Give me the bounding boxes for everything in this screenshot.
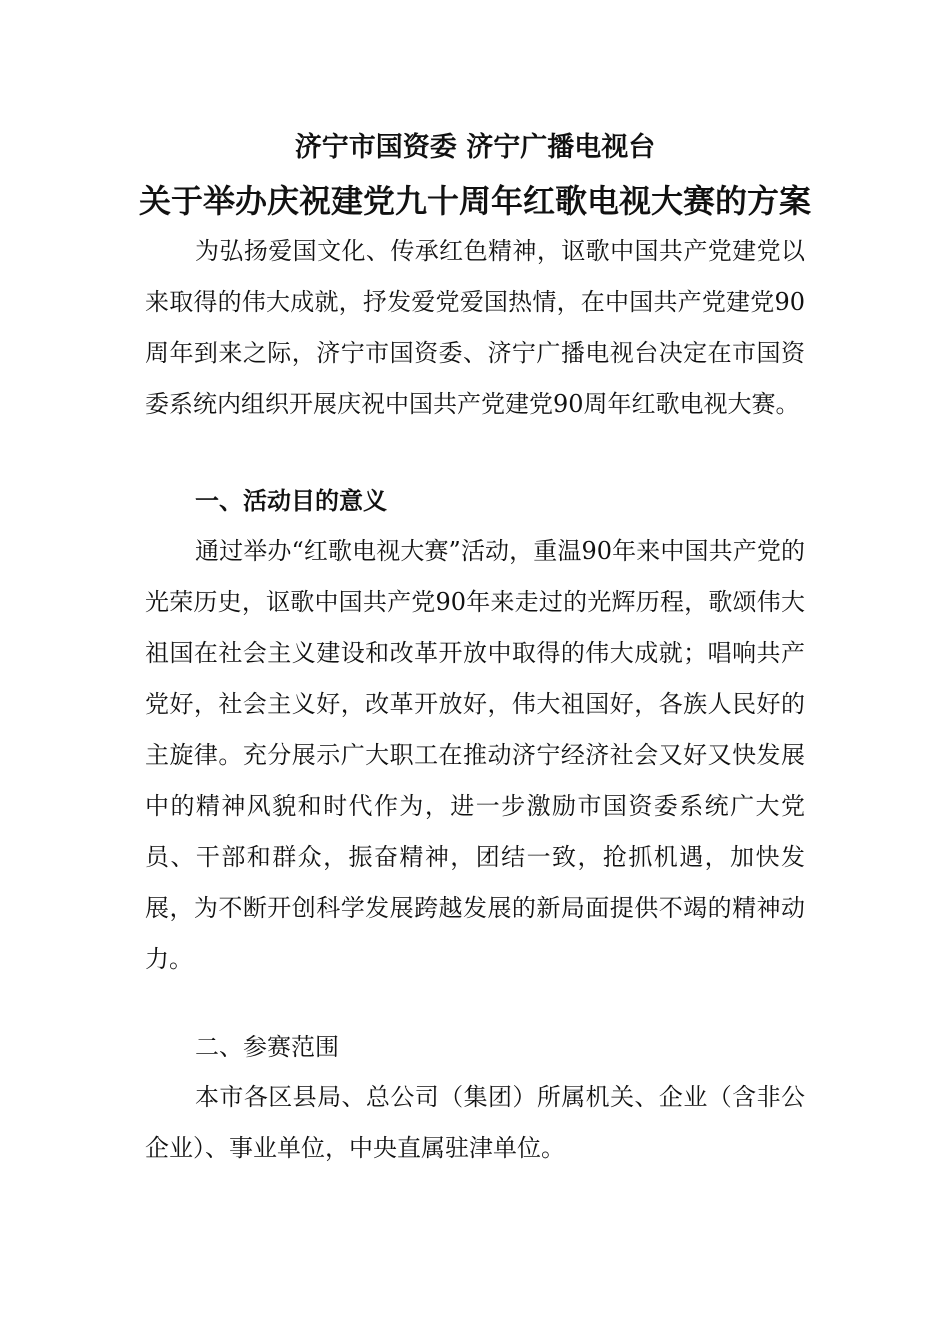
section1-heading: 一、活动目的意义 — [195, 486, 387, 515]
section2-heading: 二、参赛范围 — [195, 1033, 339, 1061]
section1-paragraph: 通过举办“红歌电视大赛”活动，重温90年来中国共产党的光荣历史，讴歌中国共产党90年来走过的光辉历程，歌颂伟大祖国在社会主义建设和改革开放中取得的伟大成就；唱响共产党好，社会主义好，改革开放好，伟大祖国好，各族人民好的主旋律。充分展示广大职工在推动济宁经济社会又好又快发展中的精神风貌和时代作为，进一步激励市国资委系统广大党员、干部和群众，振奋精神，团结一致，抢抓机遇，加快发展，为不断开创科学发展跨越发展的新局面提供不竭的精神动力。 — [145, 537, 805, 973]
document-title-issuers: 济宁市国资委 济宁广播电视台 — [294, 132, 656, 163]
intro-paragraph: 为弘扬爱国文化、传承红色精神，讴歌中国共产党建党以来取得的伟大成就，抒发爱党爱国热情，在中国共产党建党90周年到来之际，济宁市国资委、济宁广播电视台决定在市国资委系统内组织开展庆祝中国共产党建党90周年红歌电视大赛。 — [145, 237, 805, 418]
document-title: 关于举办庆祝建党九十周年红歌电视大赛的方案 — [138, 182, 811, 220]
section2-paragraph: 本市各区县局、总公司（集团）所属机关、企业（含非公企业）、事业单位，中央直属驻津单位。 — [145, 1083, 805, 1162]
